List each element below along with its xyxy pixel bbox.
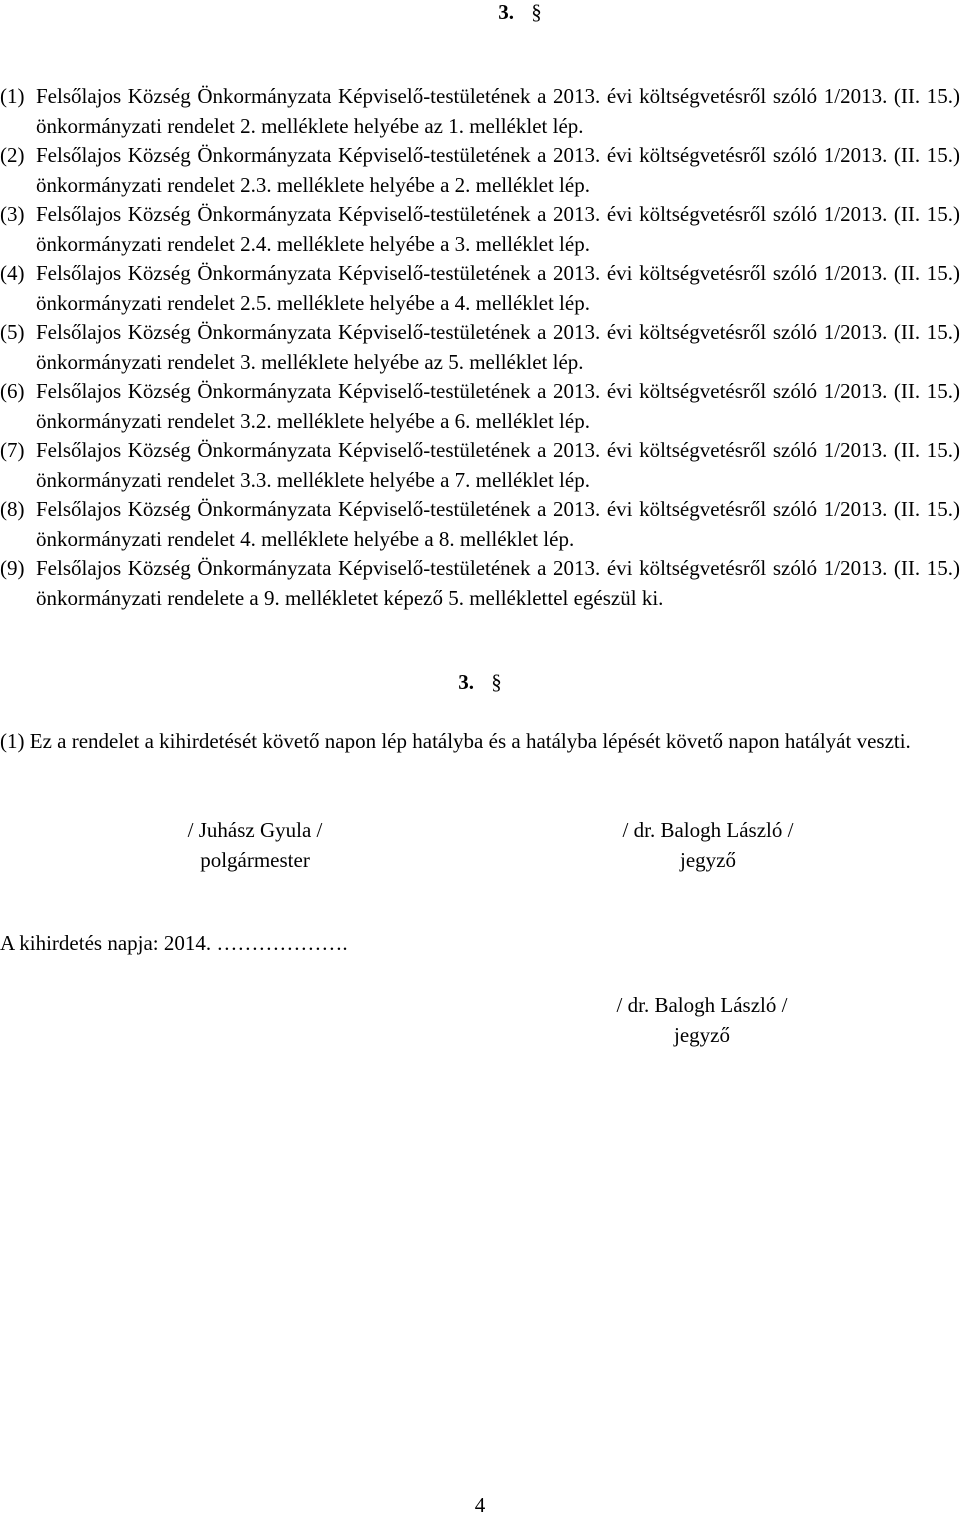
item-number: (8) — [0, 497, 25, 521]
announcement-date: A kihirdetés napja: 2014. ………………. — [0, 931, 348, 955]
item-text: Felsőlajos Község Önkormányzata Képviselő-testületének a 2013. évi költségvetésről szóló 1/2013. (II. 15.) önkormányzati rendelet 2. melléklete helyébe az 1. melléklet lép. — [36, 84, 960, 138]
section-sign-icon: § — [531, 0, 542, 24]
section-heading-mid — [0, 670, 960, 695]
mayor-name: / Juhász Gyula / — [187, 818, 323, 842]
notary-signature-block — [598, 815, 818, 875]
list-item — [0, 200, 960, 259]
item-number: (2) — [0, 143, 25, 167]
section-number: 3. — [458, 670, 474, 694]
section-heading-top — [40, 0, 960, 25]
item-text: Felsőlajos Község Önkormányzata Képviselő-testületének a 2013. évi költségvetésről szóló 1/2013. (II. 15.) önkormányzati rendelet 2.5. melléklete helyébe a 4. melléklet lép. — [36, 261, 960, 315]
notary-name: / dr. Balogh László / — [622, 818, 794, 842]
section-sign-icon: § — [491, 670, 502, 694]
notary-signature-block-second — [592, 990, 812, 1050]
paragraph-list — [0, 82, 960, 613]
list-item — [0, 141, 960, 200]
notary-title: jegyző — [680, 848, 736, 872]
item-text: Felsőlajos Község Önkormányzata Képviselő-testületének a 2013. évi költségvetésről szóló 1/2013. (II. 15.) önkormányzati rendelet 2.3. melléklete helyébe a 2. melléklet lép. — [36, 143, 960, 197]
item-number: (5) — [0, 320, 25, 344]
item-text: Felsőlajos Község Önkormányzata Képviselő-testületének a 2013. évi költségvetésről szóló 1/2013. (II. 15.) önkormányzati rendelet 4. melléklete helyébe a 8. melléklet lép. — [36, 497, 960, 551]
list-item — [0, 495, 960, 554]
list-item — [0, 377, 960, 436]
item-text: Felsőlajos Község Önkormányzata Képviselő-testületének a 2013. évi költségvetésről szóló 1/2013. (II. 15.) önkormányzati rendelet 3.2. melléklete helyébe a 6. melléklet lép. — [36, 379, 960, 433]
list-item — [0, 436, 960, 495]
mayor-signature-block — [155, 815, 355, 875]
list-item — [0, 259, 960, 318]
section-number: 3. — [498, 0, 514, 24]
item-text: Felsőlajos Község Önkormányzata Képviselő-testületének a 2013. évi költségvetésről szóló 1/2013. (II. 15.) önkormányzati rendelete a 9. mellékletet képező 5. melléklettel egészül ki. — [36, 556, 960, 610]
item-number: (1) — [0, 84, 25, 108]
item-number: (6) — [0, 379, 25, 403]
item-number: (4) — [0, 261, 25, 285]
item-number: (7) — [0, 438, 25, 462]
page-number: 4 — [474, 1493, 486, 1517]
mayor-title: polgármester — [200, 848, 310, 872]
item-number: (9) — [0, 556, 25, 580]
item-text: Felsőlajos Község Önkormányzata Képviselő-testületének a 2013. évi költségvetésről szóló 1/2013. (II. 15.) önkormányzati rendelet 3. melléklete helyébe az 5. melléklet lép. — [36, 320, 960, 374]
final-paragraph: (1) Ez a rendelet a kihirdetését követő napon lép hatályba és a hatályba lépését követő napon hatályát veszti. — [0, 729, 911, 753]
notary-title: jegyző — [674, 1023, 730, 1047]
list-item — [0, 82, 960, 141]
list-item — [0, 554, 960, 613]
item-text: Felsőlajos Község Önkormányzata Képviselő-testületének a 2013. évi költségvetésről szóló 1/2013. (II. 15.) önkormányzati rendelet 3.3. melléklete helyébe a 7. melléklet lép. — [36, 438, 960, 492]
list-item — [0, 318, 960, 377]
notary-name: / dr. Balogh László / — [616, 993, 788, 1017]
item-text: Felsőlajos Község Önkormányzata Képviselő-testületének a 2013. évi költségvetésről szóló 1/2013. (II. 15.) önkormányzati rendelet 2.4. melléklete helyébe a 3. melléklet lép. — [36, 202, 960, 256]
item-number: (3) — [0, 202, 25, 226]
